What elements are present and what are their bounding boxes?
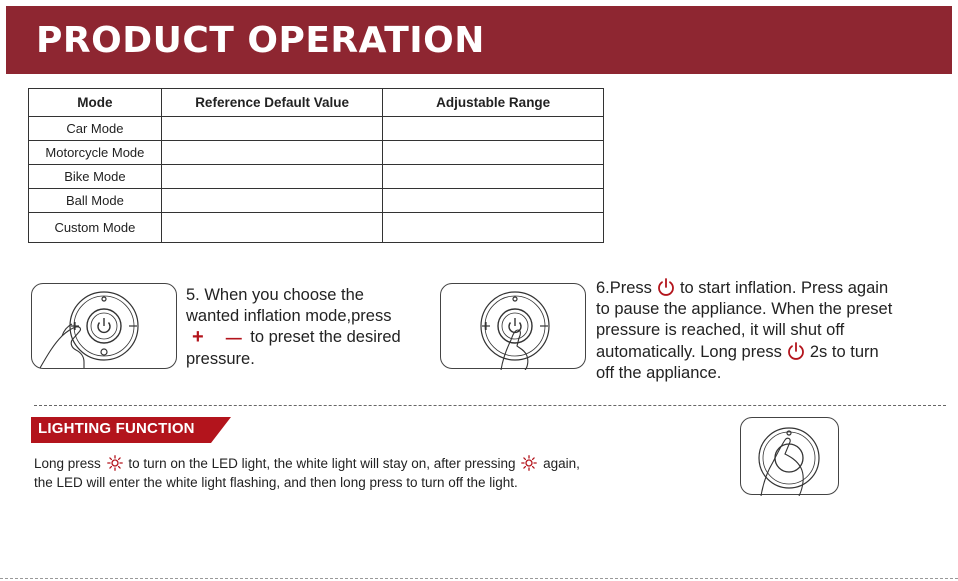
column-header-range: Adjustable Range [383,89,604,117]
table-cell-default [161,117,383,141]
lighting-text-a: Long press [34,456,101,471]
step6-line1 [596,277,941,299]
lighting-line2: the LED will enter the white light flashing, and then long press to turn off the light. [34,475,518,490]
step5-line1: 5. When you choose the [186,286,364,304]
table-cell-default [161,213,383,243]
sun-icon [521,455,537,471]
power-icon [656,277,676,297]
lighting-text-b: to turn on the LED light, the white light will stay on, after pressing [128,456,516,471]
mode-table [28,88,604,243]
page-title: PRODUCT OPERATION [36,20,485,61]
step6-line2: to pause the appliance. When the preset [596,300,893,318]
step5-text [186,285,436,370]
table-cell-default [161,165,383,189]
column-header-default: Reference Default Value [161,89,383,117]
step6-line4a: automatically. Long press [596,343,782,361]
lighting-section-title: LIGHTING FUNCTION [38,420,195,437]
bottom-rule [0,578,958,579]
table-cell-mode: Bike Mode [29,165,162,189]
device-illustration-light [740,417,839,495]
step6-text [596,277,941,384]
table-row [29,213,604,243]
lighting-line1 [34,454,714,473]
table-cell-range [383,117,604,141]
table-cell-range [383,165,604,189]
step6-line4 [596,341,941,363]
step6-part1: 6.Press [596,279,652,297]
column-header-mode: Mode [29,89,162,117]
minus-icon: — [225,330,242,347]
section-divider [34,405,946,406]
table-row [29,165,604,189]
table-cell-mode: Car Mode [29,117,162,141]
plus-icon: + [192,326,204,348]
power-icon [786,341,806,361]
lighting-text [34,454,714,492]
table-cell-mode: Motorcycle Mode [29,141,162,165]
table-cell-mode: Custom Mode [29,213,162,243]
device-illustration-preset [31,283,177,369]
lighting-section-tab [31,417,231,443]
table-row [29,117,604,141]
table-row [29,141,604,165]
device-illustration-power [440,283,586,369]
table-cell-range [383,141,604,165]
table-cell-default [161,141,383,165]
step5-line4: pressure. [186,350,255,368]
step6-part2: to start inflation. Press again [679,279,889,297]
step5-line2: wanted inflation mode,press [186,307,392,325]
table-cell-range [383,213,604,243]
table-cell-default [161,189,383,213]
step5-line3-tail: to preset the desired [250,328,401,346]
step6-line3: pressure is reached, it will shut off [596,321,845,339]
table-row [29,189,604,213]
lighting-text-c: again, [543,456,580,471]
step6-line4b: 2s to turn [809,343,879,361]
table-cell-range [383,189,604,213]
table-header-row [29,89,604,117]
step6-line5: off the appliance. [596,364,722,382]
step5-line3 [186,327,436,349]
header-bar [6,6,952,74]
sun-icon [107,455,123,471]
table-cell-mode: Ball Mode [29,189,162,213]
